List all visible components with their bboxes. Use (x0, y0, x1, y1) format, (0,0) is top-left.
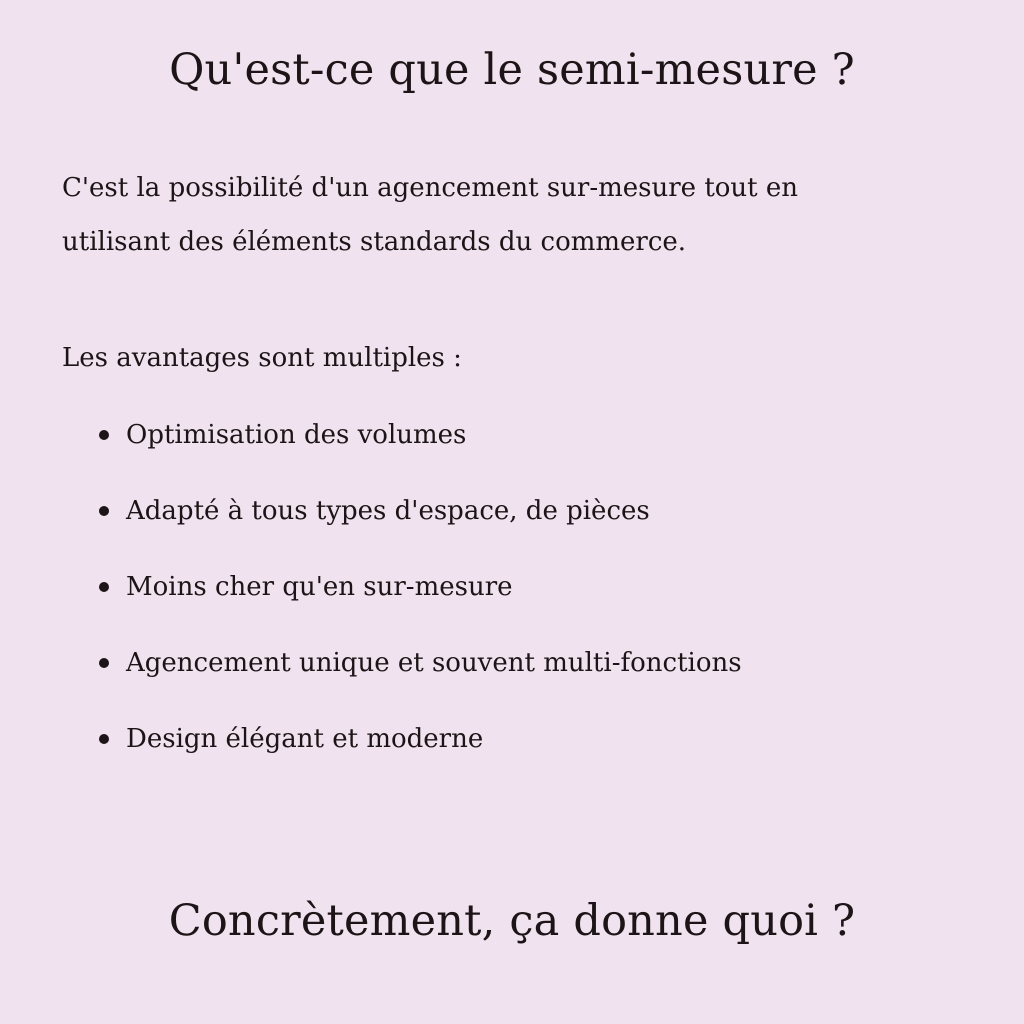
list-item (0, 486, 1024, 562)
bullet-icon (99, 430, 109, 440)
bullet-icon (99, 582, 109, 592)
bullet-icon (99, 506, 109, 516)
list-item-label: Moins cher qu'en sur-mesure (126, 572, 513, 602)
list-item (0, 562, 1024, 638)
list-item-label: Agencement unique et souvent multi-fonctions (126, 648, 742, 678)
bullet-icon (99, 734, 109, 744)
page-title: Qu'est-ce que le semi-mesure ? (169, 45, 855, 95)
intro-paragraph (62, 161, 962, 269)
list-item-label: Design élégant et moderne (126, 724, 484, 754)
list-item (0, 638, 1024, 714)
advantages-list (0, 410, 1024, 790)
list-item-label: Adapté à tous types d'espace, de pièces (126, 496, 650, 526)
list-item (0, 714, 1024, 790)
advantages-heading: Les avantages sont multiples : (62, 343, 462, 373)
closing-question: Concrètement, ça donne quoi ? (168, 896, 856, 946)
intro-line-1: C'est la possibilité d'un agencement sur-mesure tout en (62, 173, 799, 203)
list-item (0, 410, 1024, 486)
intro-line-2: utilisant des éléments standards du commerce. (62, 227, 687, 257)
list-item-label: Optimisation des volumes (126, 420, 467, 450)
bullet-icon (99, 658, 109, 668)
